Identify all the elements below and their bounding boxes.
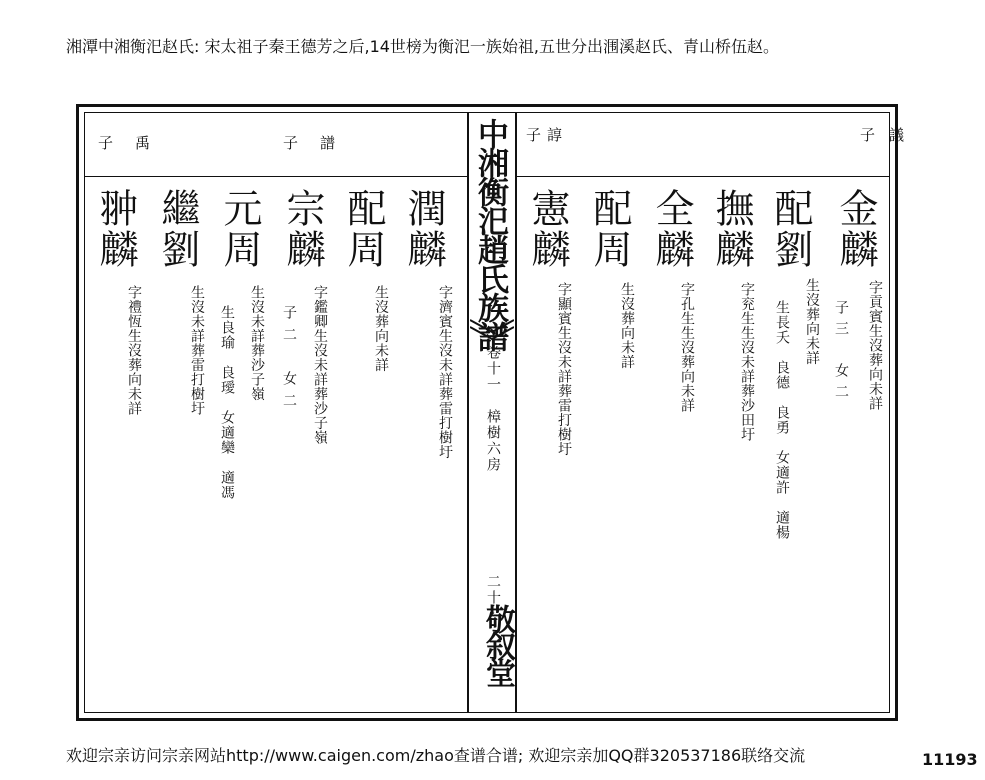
person-name: 配周 xyxy=(587,188,632,270)
record-note: 生良瑜 良璦 女適欒 適馮 xyxy=(219,305,235,500)
record-note: 字鑑卿生沒未詳葬沙子嶺 xyxy=(312,285,328,445)
person-name: 宗麟 xyxy=(280,188,325,270)
record-note: 生沒葬向未詳 xyxy=(373,285,389,372)
person-name: 金麟 xyxy=(833,188,878,270)
person-name: 配周 xyxy=(341,188,386,270)
volume-label: 卷十一 樟樹六房 xyxy=(485,345,501,473)
record-note: 生沒葬向未詳 xyxy=(619,282,635,369)
page-caption: 湘潭中湘衡汜赵氏: 宋太祖子秦王德芳之后,14世榜为衡汜一族始祖,五世分出涠溪赵氏、青山桥伍赵。 xyxy=(66,37,780,56)
record-note: 字顯賓生沒未詳葬雷打樹圩 xyxy=(556,282,572,456)
right-top-name-2: 子諄 xyxy=(526,126,569,144)
person-name: 憲麟 xyxy=(525,188,570,270)
record-note: 字濟賓生沒未詳葬雷打樹圩 xyxy=(437,285,453,459)
scan-page-number: 11193 xyxy=(922,750,978,769)
person-name: 撫麟 xyxy=(709,188,754,270)
spine-page-number: 二十 xyxy=(485,574,501,606)
record-note: 字兖生生沒未詳葬沙田圩 xyxy=(739,282,755,442)
footer-note: 欢迎宗亲访问宗亲网站http://www.caigen.com/zhao查谱合谱; 欢迎宗亲加QQ群320537186联络交流 xyxy=(66,746,806,765)
genealogy-title: 中湘衡汜趙氏族譜 xyxy=(472,118,508,350)
record-note: 生沒未詳葬雷打樹圩 xyxy=(189,285,205,416)
person-name: 全麟 xyxy=(649,188,694,270)
left-top-name-1: 子譜 xyxy=(283,134,358,152)
hall-name: 敬叙堂 xyxy=(480,604,515,685)
person-name: 潤麟 xyxy=(401,188,446,270)
record-note: 子二 女二 xyxy=(281,305,297,415)
person-name: 配劉 xyxy=(768,188,813,270)
record-note: 字禮恆生沒葬向未詳 xyxy=(126,285,142,416)
record-note: 字孔生生沒葬向未詳 xyxy=(679,282,695,413)
spine-fishtail-ornament xyxy=(470,318,514,340)
person-name: 元周 xyxy=(217,188,262,270)
record-note: 生長夭 良德 良勇 女適許 適楊 xyxy=(774,300,790,540)
person-name: 翀麟 xyxy=(93,188,138,270)
person-name: 繼劉 xyxy=(155,188,200,270)
record-note: 生沒葬向未詳 xyxy=(804,278,820,365)
right-header-rule xyxy=(517,176,890,177)
record-note: 子三 女二 xyxy=(833,300,849,405)
left-top-name-2: 子禹 xyxy=(98,134,173,152)
right-top-name-1: 子議 xyxy=(860,126,919,144)
left-header-rule xyxy=(84,176,467,177)
record-note: 字貢賓生沒葬向未詳 xyxy=(867,280,883,411)
record-note: 生沒未詳葬沙子嶺 xyxy=(249,285,265,401)
